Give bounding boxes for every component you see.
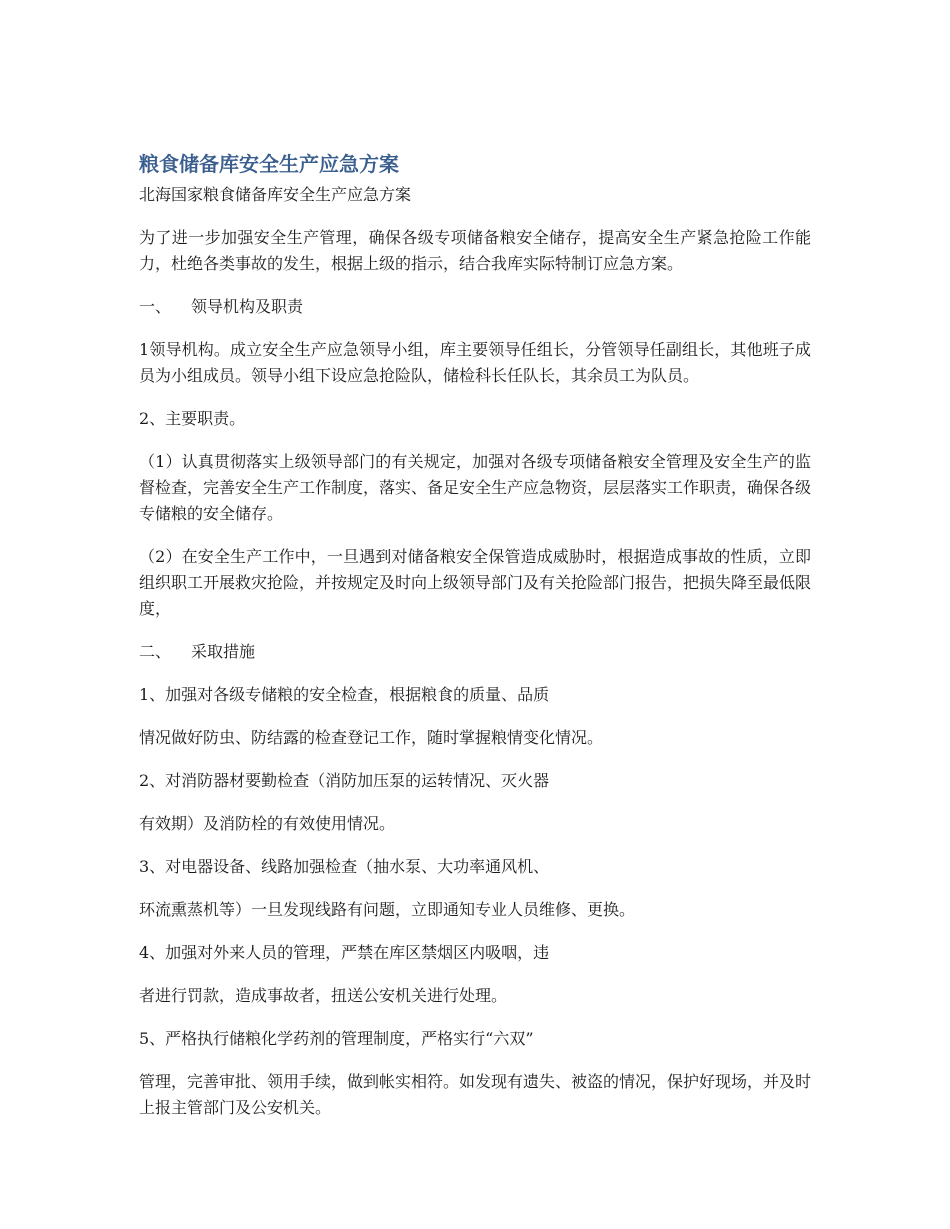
paragraph: （2）在安全生产工作中，一旦遇到对储备粮安全保管造成威胁时，根据造成事故的性质，立即组织职工开展救灾抢险，并按规定及时向上级领导部门及有关抢险部门报告，把损失降至最低限度， [139, 547, 812, 618]
measure-item: 环流熏蒸机等）一旦发现线路有问题，立即通知专业人员维修、更换。 [139, 900, 636, 919]
measure-item: 者进行罚款，造成事故者，扭送公安机关进行处理。 [139, 986, 508, 1005]
section-heading-1 [139, 294, 811, 320]
paragraph: 2、主要职责。 [139, 409, 246, 428]
intro-paragraph: 为了进一步加强安全生产管理，确保各级专项储备粮安全储存，提高安全生产紧急抢险工作能力，杜绝各类事故的发生，根据上级的指示，结合我库实际特制订应急方案。 [139, 228, 811, 273]
section-heading-2 [139, 639, 811, 665]
measure-item: 管理，完善审批、领用手续，做到帐实相符。如发现有遗失、被盗的情况，保护好现场，并及时上报主管部门及公安机关。 [139, 1072, 812, 1117]
section-title: 领导机构及职责 [191, 297, 304, 316]
measure-item: 1、加强对各级专储粮的安全检查，根据粮食的质量、品质 [139, 685, 550, 704]
section-number: 一、 [139, 297, 172, 316]
paragraph: （1）认真贯彻落实上级领导部门的有关规定，加强对各级专项储备粮安全管理及安全生产的监督检查，完善安全生产工作制度，落实、备足安全生产应急物资，层层落实工作职责，确保各级专储粮的安全储存。 [139, 452, 812, 523]
section-number: 二、 [139, 642, 172, 661]
paragraph: 1领导机构。成立安全生产应急领导小组，库主要领导任组长，分管领导任副组长，其他班子成员为小组成员。领导小组下设应急抢险队，储检科长任队长，其余员工为队员。 [139, 340, 811, 385]
measure-item: 4、加强对外来人员的管理，严禁在库区禁烟区内吸咽，违 [139, 943, 550, 962]
section-title: 采取措施 [191, 642, 256, 661]
measure-item: 情况做好防虫、防结露的检查登记工作，随时掌握粮情变化情况。 [139, 728, 604, 747]
measure-item: 2、对消防器材要勤检查（消防加压泵的运转情况、灭火器 [139, 771, 550, 790]
document-subtitle: 北海国家粮食储备库安全生产应急方案 [139, 185, 412, 204]
measure-item: 有效期）及消防栓的有效使用情况。 [139, 814, 396, 833]
measure-item: 5、严格执行储粮化学药剂的管理制度，严格实行“六双” [139, 1029, 534, 1048]
document-title: 粮食储备库安全生产应急方案 [139, 152, 399, 176]
measure-item: 3、对电器设备、线路加强检查（抽水泵、大功率通风机、 [139, 857, 550, 876]
document-page [139, 150, 811, 1138]
